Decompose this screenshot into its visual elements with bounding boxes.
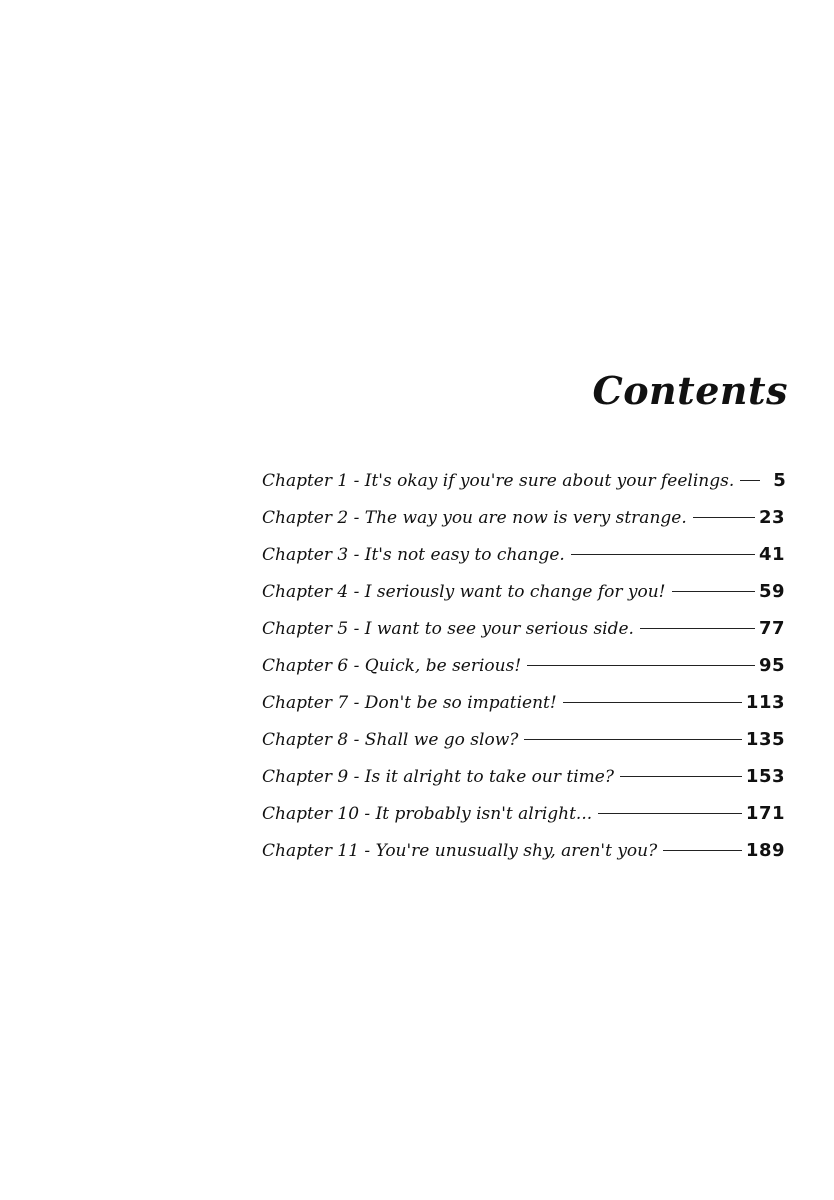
toc-entry-label: Chapter 7 - Don't be so impatient!	[262, 693, 557, 713]
toc-leader-line	[527, 665, 755, 666]
toc-page-number: 189	[745, 840, 785, 861]
toc-page-number: 113	[745, 692, 785, 713]
toc-leader-line	[740, 480, 760, 481]
toc-entry-chapter-2[interactable]	[262, 507, 785, 544]
toc-entry-chapter-5[interactable]	[262, 618, 785, 655]
toc-page-number: 77	[758, 618, 785, 639]
toc-leader-line	[663, 850, 742, 851]
toc-entry-label: Chapter 2 - The way you are now is very strange.	[262, 508, 687, 528]
toc-entry-label: Chapter 9 - Is it alright to take our time?	[262, 767, 614, 787]
toc-page-number: 95	[758, 655, 785, 676]
toc-leader-line	[598, 813, 742, 814]
toc-entry-label: Chapter 6 - Quick, be serious!	[262, 656, 522, 676]
toc-entry-chapter-6[interactable]	[262, 655, 785, 692]
toc-page-number: 59	[758, 581, 785, 602]
toc-entry-chapter-1[interactable]	[262, 470, 785, 507]
toc-entry-chapter-7[interactable]	[262, 692, 785, 729]
toc-entry-label: Chapter 11 - You're unusually shy, aren't you?	[262, 841, 658, 861]
toc-page-number: 153	[745, 766, 785, 787]
toc-entry-label: Chapter 8 - Shall we go slow?	[262, 730, 519, 750]
toc-page-number: 41	[758, 544, 785, 565]
toc-leader-line	[563, 702, 742, 703]
toc-entry-label: Chapter 3 - It's not easy to change.	[262, 545, 565, 565]
toc-leader-line	[672, 591, 755, 592]
toc-leader-line	[620, 776, 742, 777]
toc-entry-chapter-9[interactable]	[262, 766, 785, 803]
toc-page-number: 171	[745, 803, 785, 824]
toc-entry-chapter-11[interactable]	[262, 840, 785, 877]
toc-leader-line	[693, 517, 755, 518]
toc-entry-chapter-10[interactable]	[262, 803, 785, 840]
toc-leader-line	[524, 739, 742, 740]
toc-entry-label: Chapter 1 - It's okay if you're sure about your feelings.	[262, 471, 735, 491]
toc-page-number: 5	[773, 470, 787, 491]
toc-entry-label: Chapter 5 - I want to see your serious side.	[262, 619, 634, 639]
toc-leader-line	[571, 554, 755, 555]
toc-page-number: 135	[745, 729, 785, 750]
toc-page-number: 23	[758, 507, 785, 528]
toc-entry-chapter-3[interactable]	[262, 544, 785, 581]
toc-entry-label: Chapter 4 - I seriously want to change for you!	[262, 582, 666, 602]
toc-leader-line	[640, 628, 755, 629]
toc-entry-chapter-8[interactable]	[262, 729, 785, 766]
toc-entry-label: Chapter 10 - It probably isn't alright...	[262, 804, 593, 824]
table-of-contents	[262, 470, 785, 877]
toc-entry-chapter-4[interactable]	[262, 581, 785, 618]
page-title: Contents	[592, 368, 788, 413]
